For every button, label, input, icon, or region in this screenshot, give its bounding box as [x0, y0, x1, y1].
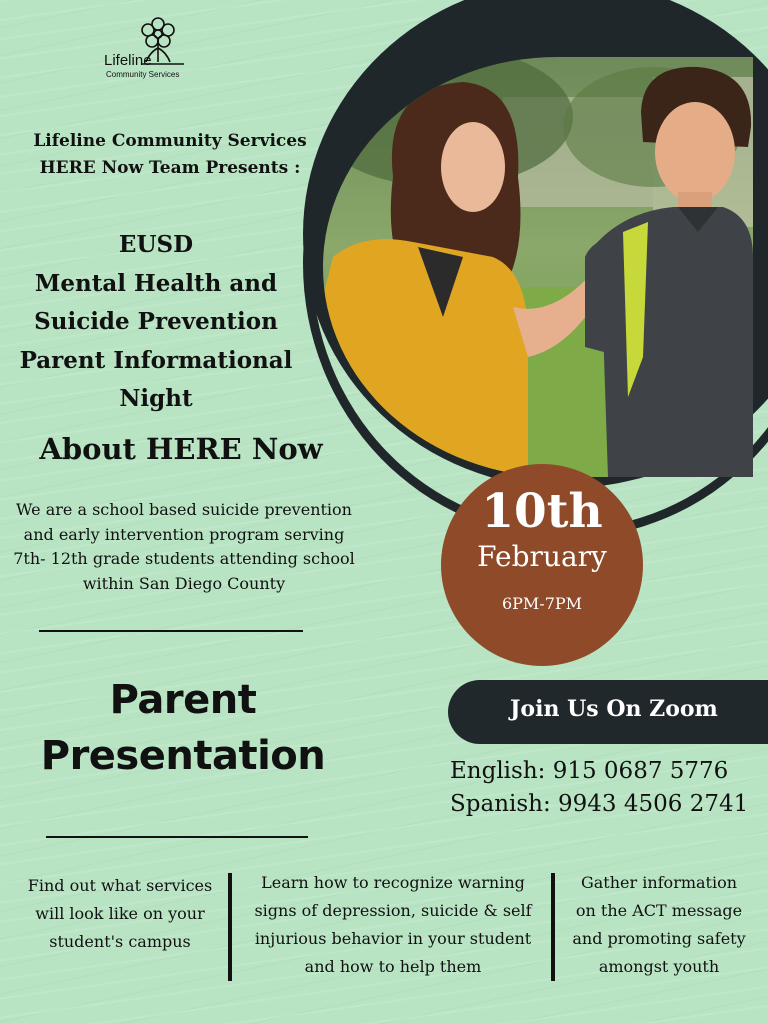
column-line: Find out what services: [27, 876, 213, 895]
event-title-line: Suicide Prevention: [34, 308, 278, 335]
event-title-line: Mental Health and: [34, 269, 278, 297]
column-line: and promoting safety: [572, 929, 746, 948]
about-description: [6, 498, 362, 596]
zoom-english-id: English: 915 0687 5776: [450, 758, 729, 784]
column-line: on the ACT message: [575, 901, 743, 920]
lifeline-logo: [100, 14, 204, 84]
join-zoom-label: Join Us On Zoom: [510, 696, 718, 722]
info-column-act-message: [560, 869, 758, 981]
info-column-warning-signs: [240, 869, 546, 981]
column-divider: [551, 873, 555, 981]
about-line: 7th- 12th grade students attending school: [13, 549, 355, 568]
event-month: February: [477, 540, 607, 573]
about-heading: About HERE Now: [39, 432, 323, 466]
event-title-line: EUSD: [118, 231, 194, 258]
presenter-line: HERE Now Team Presents :: [39, 158, 301, 178]
zoom-spanish-id: Spanish: 9943 4506 2741: [450, 791, 749, 817]
join-zoom-banner: [448, 680, 768, 744]
presenter-line: Lifeline Community Services: [33, 131, 307, 151]
event-time: 6PM-7PM: [501, 594, 583, 613]
logo-name: Lifeline: [104, 52, 152, 69]
column-line: Gather information: [580, 873, 738, 892]
parent-presentation-heading: [10, 672, 356, 784]
column-line: student's campus: [49, 932, 191, 951]
column-line: and how to help them: [304, 957, 482, 976]
about-line: We are a school based suicide prevention: [16, 500, 352, 519]
heading-line: Parent: [109, 677, 257, 723]
event-title-line: Night: [119, 385, 193, 412]
event-date-badge: [441, 464, 643, 666]
column-line: Learn how to recognize warning: [261, 873, 525, 892]
event-title-line: Parent Informational: [19, 346, 293, 374]
about-line: within San Diego County: [82, 573, 286, 593]
event-title: [8, 226, 304, 419]
divider-top: [39, 630, 303, 632]
event-day: 10th: [481, 484, 603, 539]
column-line: amongst youth: [598, 957, 720, 976]
presenter-block: [10, 128, 330, 182]
divider-bottom: [46, 836, 308, 838]
about-line: and early intervention program serving: [23, 524, 345, 544]
info-column-services: [14, 872, 226, 956]
column-divider: [228, 873, 232, 981]
column-line: will look like on your: [35, 904, 205, 923]
column-line: signs of depression, suicide & self: [254, 901, 532, 920]
column-line: injurious behavior in your student: [254, 929, 532, 948]
heading-line: Presentation: [40, 733, 326, 779]
logo-tagline: Community Services: [106, 70, 180, 79]
